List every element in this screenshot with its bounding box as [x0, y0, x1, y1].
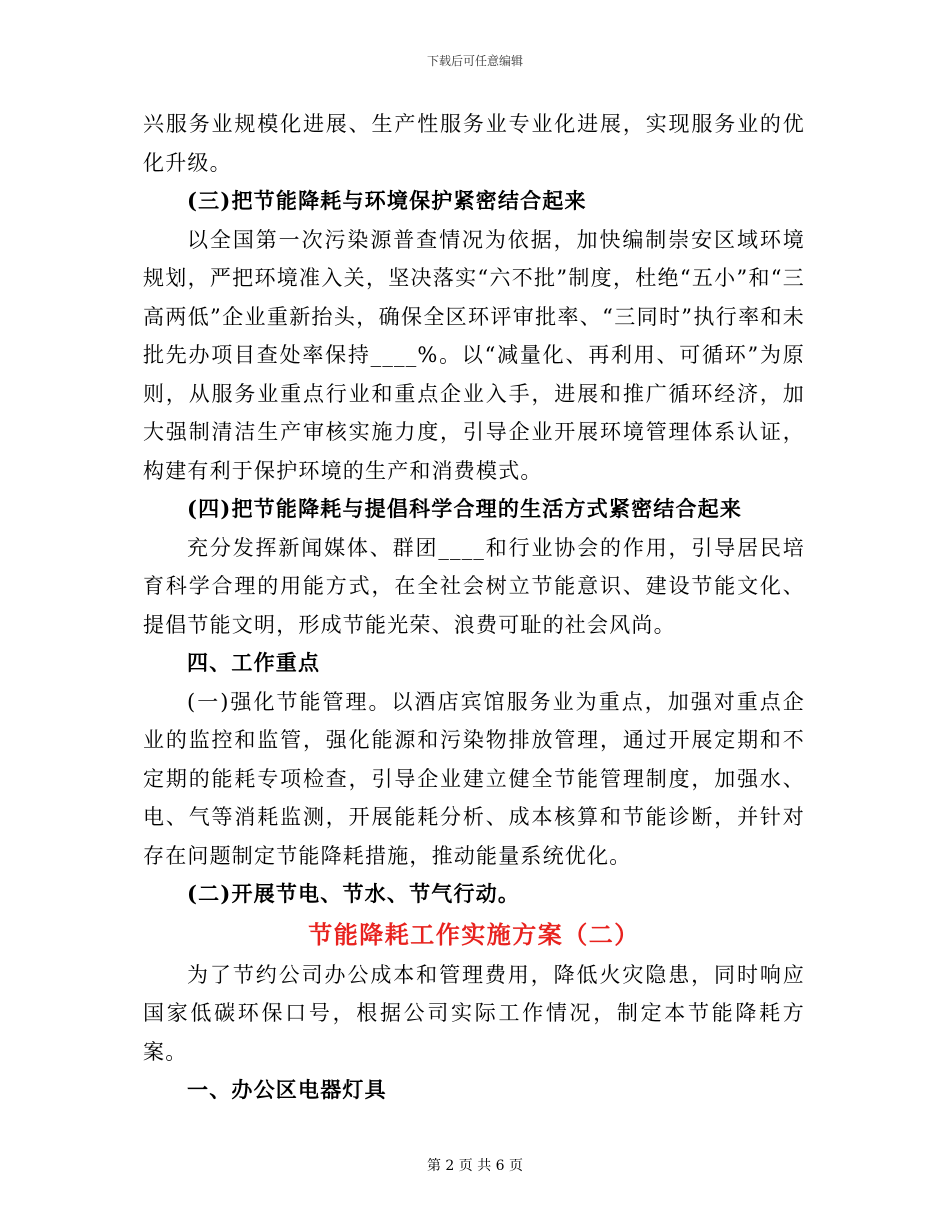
- section-heading-work-focus: 四、工作重点: [187, 650, 321, 675]
- page-footer: 第 2 页 共 6 页: [426, 1158, 524, 1174]
- paragraph-lifestyle: 充分发挥新闻媒体、群团____和行业协会的作用，引导居民培育科学合理的用能方式，在全社会树立节能意识、建设节能文化、提倡节能文明，形成节能光荣、浪费可耻的社会风尚。: [143, 535, 805, 637]
- document-body: [143, 105, 805, 1110]
- section-heading-2: (二)开展节电、节水、节气行动。: [187, 881, 521, 906]
- paragraph-continuation: 兴服务业规模化进展、生产性服务业专业化进展，实现服务业的优化升级。: [143, 112, 805, 175]
- section-heading-3: (三)把节能降耗与环境保护紧密结合起来: [187, 188, 587, 213]
- paragraph-environment: 以全国第一次污染源普查情况为依据，加快编制崇安区域环境规划，严把环境准入关，坚决落实“六不批”制度，杜绝“五小”和“三高两低”企业重新抬头，确保全区环评审批率、“三同时”执行率和未批先办项目查处率保持____%。以“减量化、再利用、可循环”为原则，从服务业重点行业和重点企业入手，进展和推广循环经济，加大强制清洁生产审核实施力度，引导企业开展环境管理体系认证，构建有利于保护环境的生产和消费模式。: [143, 227, 805, 483]
- paragraph-management: (一)强化节能管理。以酒店宾馆服务业为重点，加强对重点企业的监控和监管，强化能源和污染物排放管理，通过开展定期和不定期的能耗专项检查，引导企业建立健全节能管理制度，加强水、电、气等消耗监测，开展能耗分析、成本核算和节能诊断，并针对存在问题制定节能降耗措施，推动能量系统优化。: [143, 689, 805, 868]
- document-title: 节能降耗工作实施方案（二）: [308, 919, 640, 949]
- section-heading-4: (四)把节能降耗与提倡科学合理的生活方式紧密结合起来: [187, 496, 743, 521]
- page-header: 下载后可任意编辑: [426, 54, 523, 68]
- paragraph-intro: 为了节约公司办公成本和管理费用，降低火灾隐患，同时响应国家低碳环保口号，根据公司实际工作情况，制定本节能降耗方案。: [143, 962, 805, 1064]
- section-heading-office: 一、办公区电器灯具: [187, 1077, 387, 1102]
